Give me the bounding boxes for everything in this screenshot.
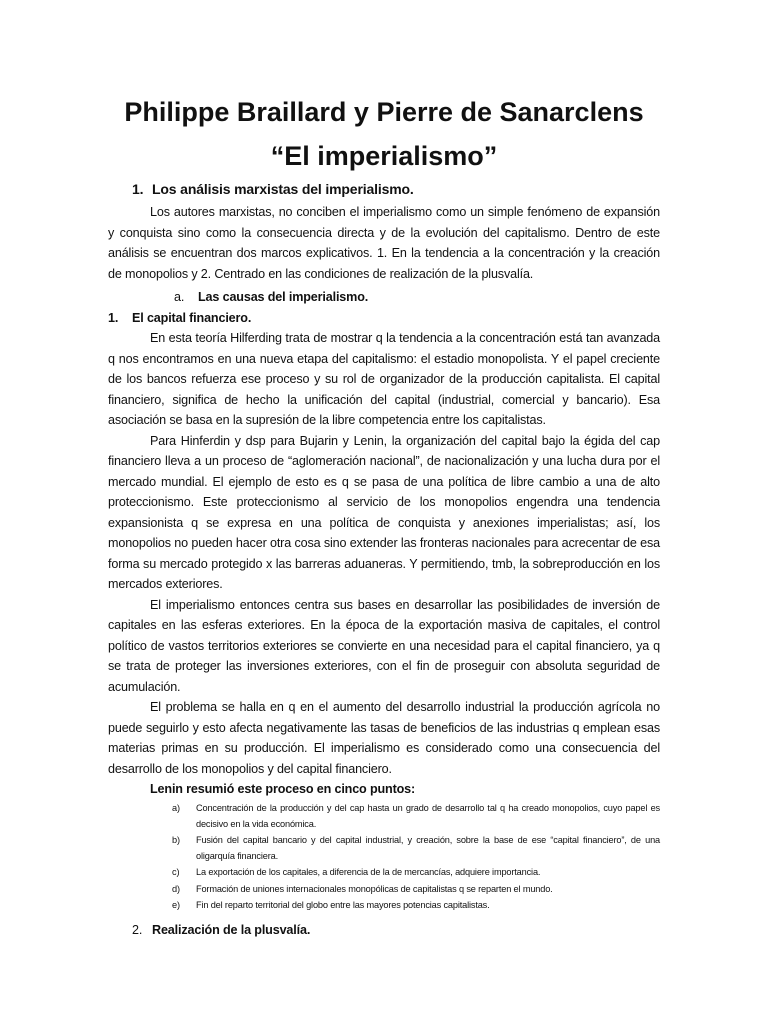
paragraph: En esta teoría Hilferding trata de mostrar q la tendencia a la concentración está tan avanzada q nos encontramos en una nueva etapa del capitalismo: el estadio monopolista. Y el papel creciente de los bancos refuerza ese proceso y su rol de organizador de la producción capitalista. El capital financiero, significa de hecho la unificación del capital (industrial, comercial y bancario). Esa asociación se basa en la supresión de la libre competencia entre los capitalistas.: [108, 331, 660, 427]
document-title-authors: Philippe Braillard y Pierre de Sanarclens: [124, 97, 644, 127]
section-heading-1: [132, 178, 660, 200]
section-heading-2: [132, 920, 660, 940]
list-marker: b): [172, 835, 180, 845]
list-marker: a): [172, 803, 180, 813]
subsection-title: Las causas del imperialismo.: [198, 290, 369, 304]
document-body: [108, 178, 660, 940]
lenin-summary-lead: Lenin resumió este proceso en cinco puntos:: [150, 782, 416, 796]
lenin-points-list: [108, 801, 660, 914]
list-marker: e): [172, 900, 180, 910]
paragraph: El problema se halla en q en el aumento del desarrollo industrial la producción agrícola no puede seguirlo y esto afecta negativamente las tasas de beneficios de las industrias q emplean esas materias primas en su producción. El imperialismo es considerado como una consecuencia del desarrollo de los monopolios y del capital financiero.: [108, 700, 660, 776]
list-item-text: Concentración de la producción y del cap hasta un grado de desarrollo tal q ha creado monopolios, cuyo papel es decisivo en la vida económica.: [196, 803, 660, 829]
document-title-work: “El imperialismo”: [270, 141, 498, 171]
paragraph: El imperialismo entonces centra sus bases en desarrollar las posibilidades de inversión de capitales en las esferas exteriores. En la época de la exportación masiva de capitales, el control político de vastos territorios exteriores se convierte en una necesidad para el capital financiero, ya q se trata de proteger las inversiones exteriores, con el fin de proseguir con absoluta seguridad de acumulación.: [108, 597, 660, 694]
list-marker: d): [172, 883, 180, 894]
list-item: [108, 882, 660, 898]
subsection-title: El capital financiero.: [132, 311, 252, 325]
list-item: [108, 865, 660, 881]
subsection-heading-a: [174, 286, 660, 308]
list-item: [108, 833, 660, 864]
list-marker: c): [172, 867, 180, 877]
section-number: 2.: [132, 922, 143, 937]
section-title: Los análisis marxistas del imperialismo.: [152, 181, 414, 197]
list-item-text: Formación de uniones internacionales monopólicas de capitalistas q se reparten el mundo.: [196, 883, 553, 894]
list-item-text: Fin del reparto territorial del globo entre las mayores potencias capitalistas.: [196, 900, 490, 910]
subsection-letter: a.: [174, 290, 185, 304]
subsection-heading-1: [108, 308, 660, 328]
list-item: [108, 801, 660, 832]
paragraph: Para Hinferdin y dsp para Bujarin y Lenin, la organización del capital bajo la égida del cap financiero lleva a un proceso de “aglomeración nacional”, de nacionalización y una lucha dura por el mercado mundial. El ejemplo de esto es q se pasa de una política de libre cambio a una de alto proteccionismo. Este proteccionismo al servicio de los monopolios engendra una tendencia expansionista q se expresa en una política de conquista y anexiones imperialistas; así, los monopolios no pueden hacer otra cosa sino extender las fronteras nacionales para acrecentar de esa forma su mercado protegido x las barreras aduaneras. Y permitiendo, tmb, la sobreproducción en los mercados exteriores.: [108, 433, 660, 591]
intro-paragraph: Los autores marxistas, no conciben el imperialismo como un simple fenómeno de expansión y conquista sino como la consecuencia directa y de la evolución del capitalismo. Dentro de este análisis se encuentran dos marcos explicativos. 1. En la tendencia a la concentración y la creación de monopolios y 2. Centrado en las condiciones de realización de la plusvalía.: [108, 205, 660, 281]
section-number: 1.: [132, 181, 144, 197]
list-item: [108, 898, 660, 914]
subsection-number: 1.: [108, 311, 119, 325]
list-item-text: Fusión del capital bancario y del capital industrial, y creación, sobre la base de ese “capital financiero”, de una oligarquía financiera.: [196, 835, 660, 861]
section-title: Realización de la plusvalía.: [152, 922, 311, 937]
list-item-text: La exportación de los capitales, a diferencia de la de mercancías, adquiere importancia.: [196, 867, 541, 877]
